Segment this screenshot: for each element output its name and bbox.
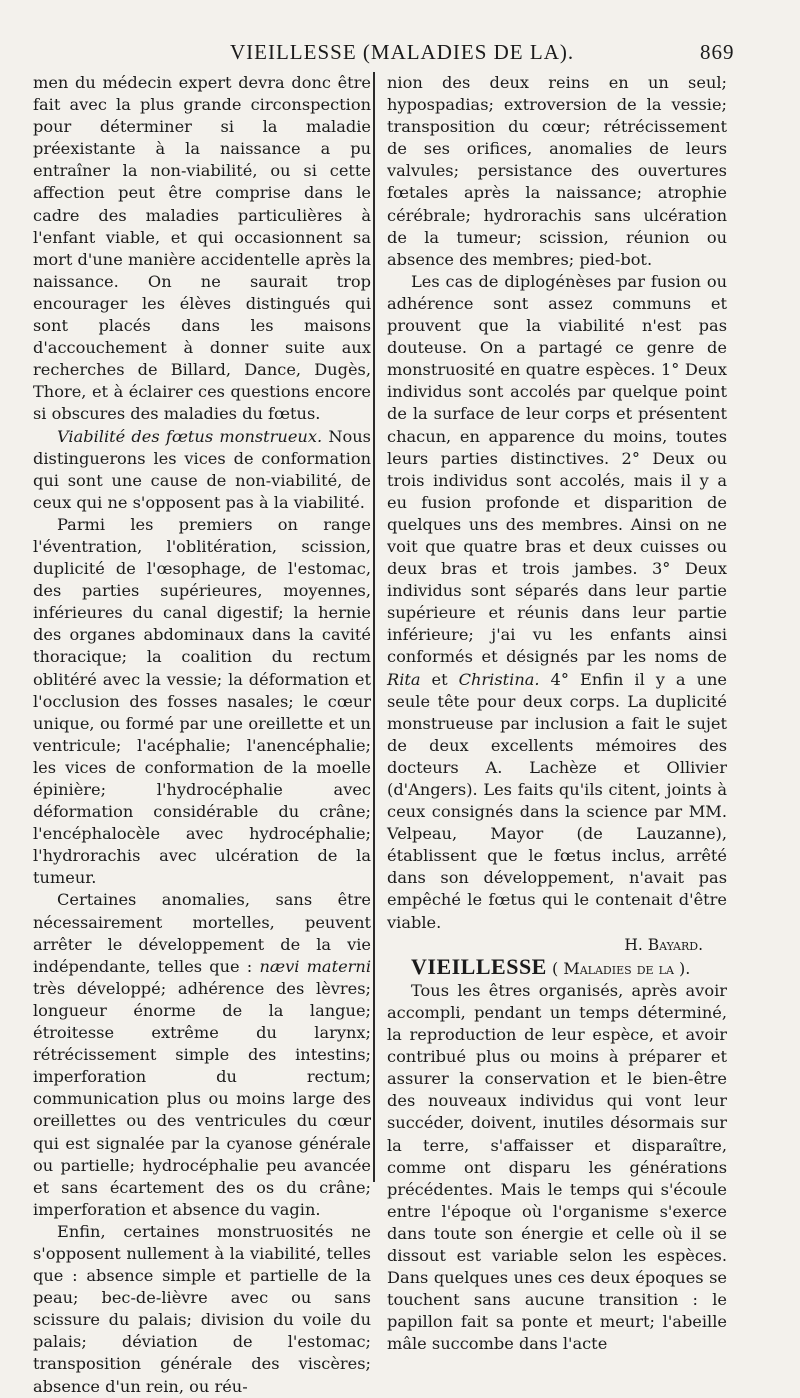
column-divider (373, 72, 375, 1182)
page-number: 869 (700, 40, 735, 64)
section-subtitle: ( Maladies de la ). (552, 958, 691, 978)
paragraph (33, 889, 371, 1220)
italic-term: nævi materni (259, 956, 371, 976)
running-header (0, 40, 800, 70)
running-title: VIEILLESSE (MALADIES DE LA). (230, 40, 575, 64)
section-title: VIEILLESSE (411, 953, 547, 979)
paragraph (33, 426, 371, 514)
italic-name: Christina. (458, 669, 540, 689)
italic-heading: Viabilité des fœtus monstrueux. (57, 426, 323, 446)
right-column (387, 72, 727, 1355)
left-column (33, 72, 371, 1398)
author-signature: H. Bayard. (624, 935, 703, 954)
paragraph: Tous les êtres organisés, après avoir accompli, pendant un temps déterminé, la reproduction de leur espèce, et avoir contribué plus ou moins à préparer et assurer la conservation et le bien-être des nouveaux individus qui vont leur succéder, doivent, inutiles désormais sur la terre, s'affaisser et disparaître, comme ont disparu les générations précédentes. Mais le temps qui s'écoule entre l'époque où l'organisme s'exerce dans toute son énergie et celle où il se dissout est variable selon les espèces. Dans quelques unes ces deux époques se touchent sans aucune transition : le papillon fait sa ponte et meurt; l'abeille mâle succombe dans l'acte (387, 980, 727, 1354)
paragraph (387, 271, 727, 934)
italic-name: Rita (387, 669, 421, 689)
paragraph-text: 4° Enfin il y a une seule tête pour deux corps. La duplicité monstrueuse par inclusion a fait le sujet de deux excellents mémoires des docteurs A. Lachèze et Ollivier (d'Angers). Les faits qu'ils citent, joints à ceux consignés dans la science par MM. Velpeau, Mayor (de Lauzanne), établissent que le fœtus inclus, arrêté dans son développement, n'avait pas empêché le fœtus qui le contenait d'être viable. (387, 669, 727, 932)
paragraph-text: et (420, 669, 459, 689)
paragraph-text: Nous distinguerons les vices de conformation qui sont une cause de non-viabilité, de ceux qui ne s'opposent pas à la viabilité. (33, 426, 371, 512)
paragraph-text: Les cas de diplogénèses par fusion ou adhérence sont assez communs et prouvent que la viabilité n'est pas douteuse. On a partagé ce genre de monstruosité en quatre espèces. 1° Deux individus sont accolés par quelque point de la surface de leur corps et présentent chacun, en apparence du moins, toutes leurs parties distinctives. 2° Deux ou trois individus sont accolés, mais il y a eu fusion profonde et disparition de quelques uns des membres. Ainsi on ne voit que quatre bras et deux cuisses ou deux bras et trois jambes. 3° Deux individus sont séparés dans leur partie supérieure et réunis dans leur partie inférieure; j'ai vu les enfants ainsi conformés et désignés par les noms de (387, 271, 727, 667)
paragraph: Parmi les premiers on range l'éventration, l'oblitération, scission, duplicité de l'œsophage, de l'estomac, des parties supérieures, moyennes, inférieures du canal digestif; la hernie des organes abdominaux dans la cavité thoracique; la coalition du rectum oblitéré avec la vessie; la déformation et l'occlusion des fosses nasales; le cœur unique, ou formé par une oreillette et un ventricule; l'acéphalie; l'anencéphalie; les vices de conformation de la moelle épinière; l'hydrocéphalie avec déformation considérable du crâne; l'encéphalocèle avec hydrocéphalie; l'hydrorachis avec ulcération de la tumeur. (33, 514, 371, 888)
paragraph: Enfin, certaines monstruosités ne s'opposent nullement à la viabilité, telles que : absence simple et partielle de la peau; bec-de-lièvre avec ou sans scissure du palais; division du voile du palais; déviation de l'estomac; transposition générale des viscères; absence d'un rein, ou réu- (33, 1221, 371, 1396)
paragraph: men du médecin expert devra donc être fait avec la plus grande circonspection pour déterminer si la maladie préexistante à la naissance a pu entraîner la non-viabilité, ou si cette affection peut être comprise dans le cadre des maladies particulières à l'enfant viable, et qui occasionnent sa mort d'une manière accidentelle après la naissance. On ne saurait trop encourager les élèves distingués qui sont placés dans les maisons d'accouchement à donner suite aux recherches de Billard, Dance, Dugès, Thore, et à éclairer ces questions encore si obscures des maladies du fœtus. (33, 73, 371, 424)
paragraph: nion des deux reins en un seul; hypospadias; extroversion de la vessie; transposition du cœur; rétrécissement de ses orifices, anomalies de leurs valvules; persistance des ouvertures fœtales après la naissance; atrophie cérébrale; hydrorachis sans ulcération de la tumeur; scission, réunion ou absence des membres; pied-bot. (387, 73, 727, 269)
paragraph-text: très développé; adhérence des lèvres; longueur énorme de la langue; étroitesse extrême du larynx; rétrécissement simple des intestins; imperforation du rectum; communication plus ou moins large des oreillettes ou des ventricules du cœur qui est signalée par la cyanose générale ou partielle; hydrocéphalie peu avancée et sans écartement des os du crâne; imperforation et absence du vagin. (33, 978, 371, 1219)
section-heading (387, 953, 727, 980)
paragraph-text: Certaines anomalies, sans être nécessairement mortelles, peuvent arrêter le développement de la vie indépendante, telles que : (33, 890, 371, 976)
